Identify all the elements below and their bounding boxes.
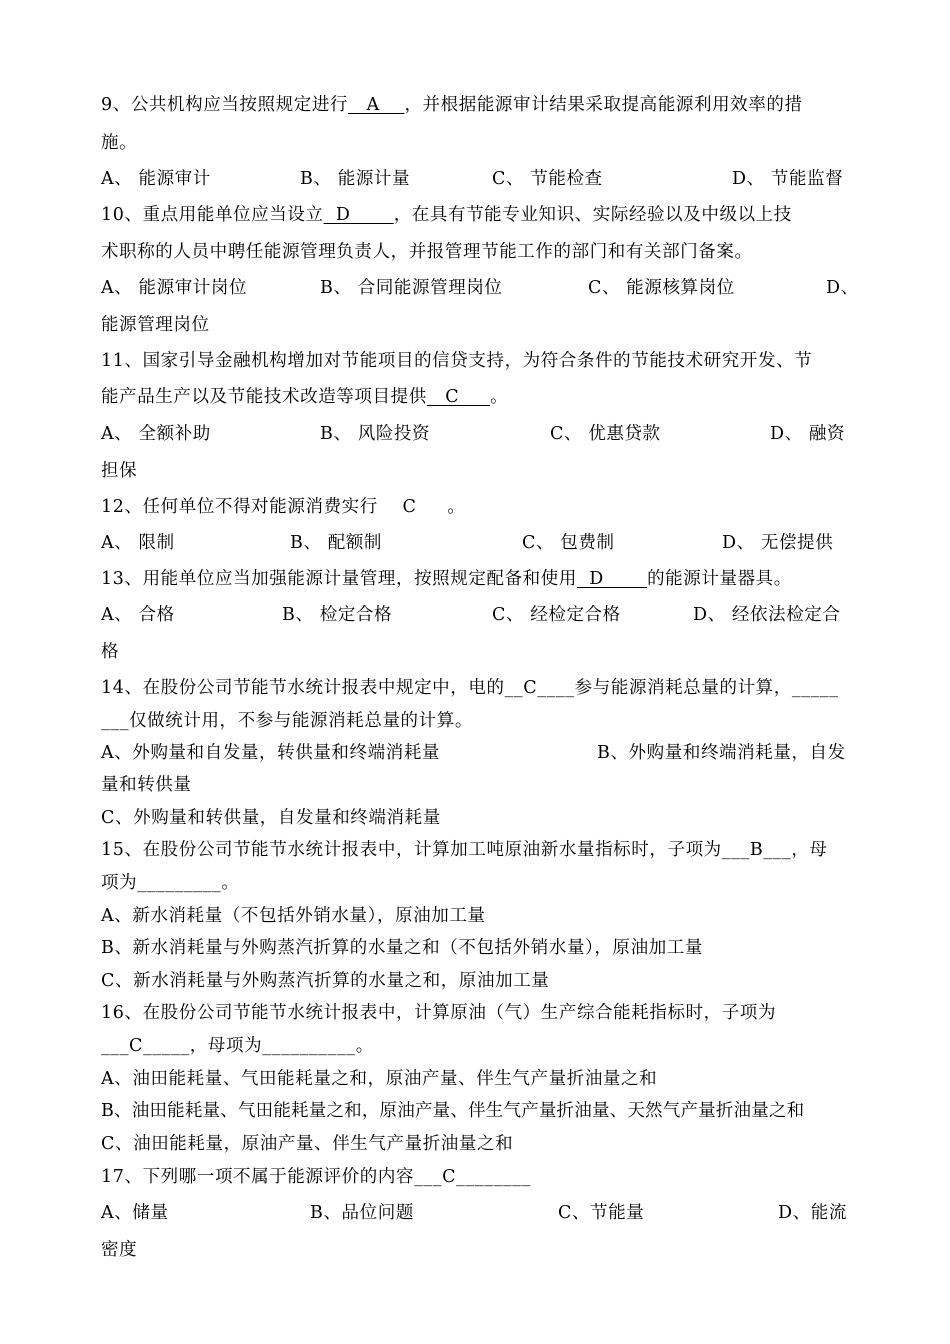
q9-text-a: 9、公共机构应当按照规定进行 xyxy=(101,95,349,115)
question-14-line-2 xyxy=(101,709,473,733)
question-16-line-1: 16、在股份公司节能节水统计报表中，计算原油（气）生产综合能耗指标时，子项为 xyxy=(101,1003,777,1023)
q15-text-b: ，母 xyxy=(791,840,828,860)
q10-text-a: 10、重点用能单位应当设立 xyxy=(101,205,324,225)
q15-option-b: B、新水消耗量与外购蒸汽折算的水量之和（不包括外销水量），原油加工量 xyxy=(101,938,704,958)
q11-text-a: 能产品生产以及节能技术改造等项目提供 xyxy=(101,387,427,407)
question-11-line-2 xyxy=(101,385,508,409)
q14-option-a: A、外购量和自发量，转供量和终端消耗量 xyxy=(101,743,441,763)
question-9-line-1 xyxy=(101,93,803,117)
q9-text-b: ，并根据能源审计结果采取提高能源利用效率的措 xyxy=(404,95,803,115)
q14-option-c: C、外购量和转供量，自发量和终端消耗量 xyxy=(101,808,441,828)
question-11-line-1: 11、国家引导金融机构增加对节能项目的信贷支持，为符合条件的节能技术研究开发、节 xyxy=(101,351,813,371)
q11-option-c: C、 优惠贷款 xyxy=(550,424,661,444)
q10-option-a: A、 能源审计岗位 xyxy=(101,278,248,298)
q17-answer-blank: ___C________ xyxy=(414,1167,531,1187)
q13-text-a: 13、用能单位应当加强能源计量管理，按照规定配备和使用 xyxy=(101,569,577,589)
question-13-line-1 xyxy=(101,567,792,591)
question-15-line-2 xyxy=(101,871,239,895)
question-14-line-1 xyxy=(101,676,839,700)
q9-option-b: B、 能源计量 xyxy=(300,169,411,189)
q15-answer-blank: ___B___ xyxy=(721,840,792,860)
q11-option-d: D、 融资 xyxy=(770,424,846,444)
q9-option-a: A、 能源审计 xyxy=(101,169,211,189)
q16-option-b: B、油田能耗量、气田能耗量之和，原油产量、伴生气产量折油量、天然气产量折油量之和 xyxy=(101,1101,805,1121)
question-15-line-1 xyxy=(101,838,828,862)
q16-option-c: C、油田能耗量，原油产量、伴生气产量折油量之和 xyxy=(101,1134,514,1154)
question-9-line-2: 施。 xyxy=(101,133,138,153)
q11-answer-blank: C xyxy=(426,387,491,407)
q12-option-b: B、 配额制 xyxy=(290,533,383,553)
q13-text-b: 的能源计量器具。 xyxy=(647,569,792,589)
q14-text-b: 参与能源消耗总量的计算， xyxy=(574,678,792,698)
q15-second-blank: _________ xyxy=(137,873,222,893)
q14-option-b: B、外购量和终端消耗量，自发 xyxy=(597,743,846,763)
q17-text-a: 17、下列哪一项不属于能源评价的内容 xyxy=(101,1167,415,1187)
q16-option-a: A、油田能耗量、气田能耗量之和，原油产量、伴生气产量折油量之和 xyxy=(101,1069,658,1089)
q9-option-c: C、 节能检查 xyxy=(492,169,603,189)
q11-text-b: 。 xyxy=(490,387,509,407)
q14-option-b-continued: 量和转供量 xyxy=(101,775,192,795)
q9-option-d: D、 节能监督 xyxy=(732,169,844,189)
q16-answer-blank: ___C_____ xyxy=(101,1036,190,1056)
q10-answer-blank: D xyxy=(323,205,394,225)
q17-option-a: A、储量 xyxy=(101,1203,169,1223)
q10-option-c: C、 能源核算岗位 xyxy=(588,278,735,298)
q11-option-d-continued: 担保 xyxy=(101,461,138,481)
q10-option-d-continued: 能源管理岗位 xyxy=(101,315,210,335)
q15-option-c: C、新水消耗量与外购蒸汽折算的水量之和，原油加工量 xyxy=(101,971,550,991)
q12-option-a: A、 限制 xyxy=(101,533,175,553)
q16-text-c: 。 xyxy=(355,1036,374,1056)
q15-text-d: 。 xyxy=(221,873,240,893)
q16-text-b: ，母项为 xyxy=(189,1036,263,1056)
q10-option-b: B、 合同能源管理岗位 xyxy=(320,278,503,298)
q17-option-c: C、节能量 xyxy=(558,1203,645,1223)
q15-text-c: 项为 xyxy=(101,873,138,893)
question-10-line-1 xyxy=(101,203,792,227)
q11-option-b: B、 风险投资 xyxy=(320,424,431,444)
q10-option-d: D、 xyxy=(826,278,859,298)
question-12-line-1: 12、任何单位不得对能源消费实行 C 。 xyxy=(101,497,466,517)
q12-option-d: D、 无偿提供 xyxy=(722,533,834,553)
q14-second-blank: _____ xyxy=(791,678,839,698)
q12-option-c: C、 包费制 xyxy=(522,533,615,553)
q15-option-a: A、新水消耗量（不包括外销水量），原油加工量 xyxy=(101,906,486,926)
q9-answer-blank: A xyxy=(348,95,405,115)
question-16-line-2 xyxy=(101,1034,374,1058)
q14-text-c: 仅做统计用，不参与能源消耗总量的计算。 xyxy=(129,711,473,731)
question-17-line-1 xyxy=(101,1165,531,1189)
q13-option-d-continued: 格 xyxy=(101,642,120,662)
q10-text-b: ，在具有节能专业知识、实际经验以及中级以上技 xyxy=(393,205,792,225)
q14-second-blank-continued: ___ xyxy=(101,711,130,731)
q11-option-a: A、 全额补助 xyxy=(101,424,211,444)
q17-option-b: B、品位问题 xyxy=(310,1203,414,1223)
q14-text-a: 14、在股份公司节能节水统计报表中规定中，电的 xyxy=(101,678,505,698)
q13-option-a: A、 合格 xyxy=(101,605,175,625)
q17-option-d-continued: 密度 xyxy=(101,1240,138,1260)
q13-option-c: C、 经检定合格 xyxy=(492,605,621,625)
q16-second-blank: __________ xyxy=(262,1036,356,1056)
q17-option-d: D、能流 xyxy=(778,1203,847,1223)
q15-text-a: 15、在股份公司节能节水统计报表中，计算加工吨原油新水量指标时，子项为 xyxy=(101,840,722,860)
q13-answer-blank: D xyxy=(576,569,648,589)
q13-option-d: D、 经依法检定合 xyxy=(693,605,841,625)
q14-answer-blank: __C____ xyxy=(504,678,575,698)
q13-option-b: B、 检定合格 xyxy=(282,605,393,625)
question-10-line-2: 术职称的人员中聘任能源管理负责人，并报管理节能工作的部门和有关部门备案。 xyxy=(101,242,753,262)
